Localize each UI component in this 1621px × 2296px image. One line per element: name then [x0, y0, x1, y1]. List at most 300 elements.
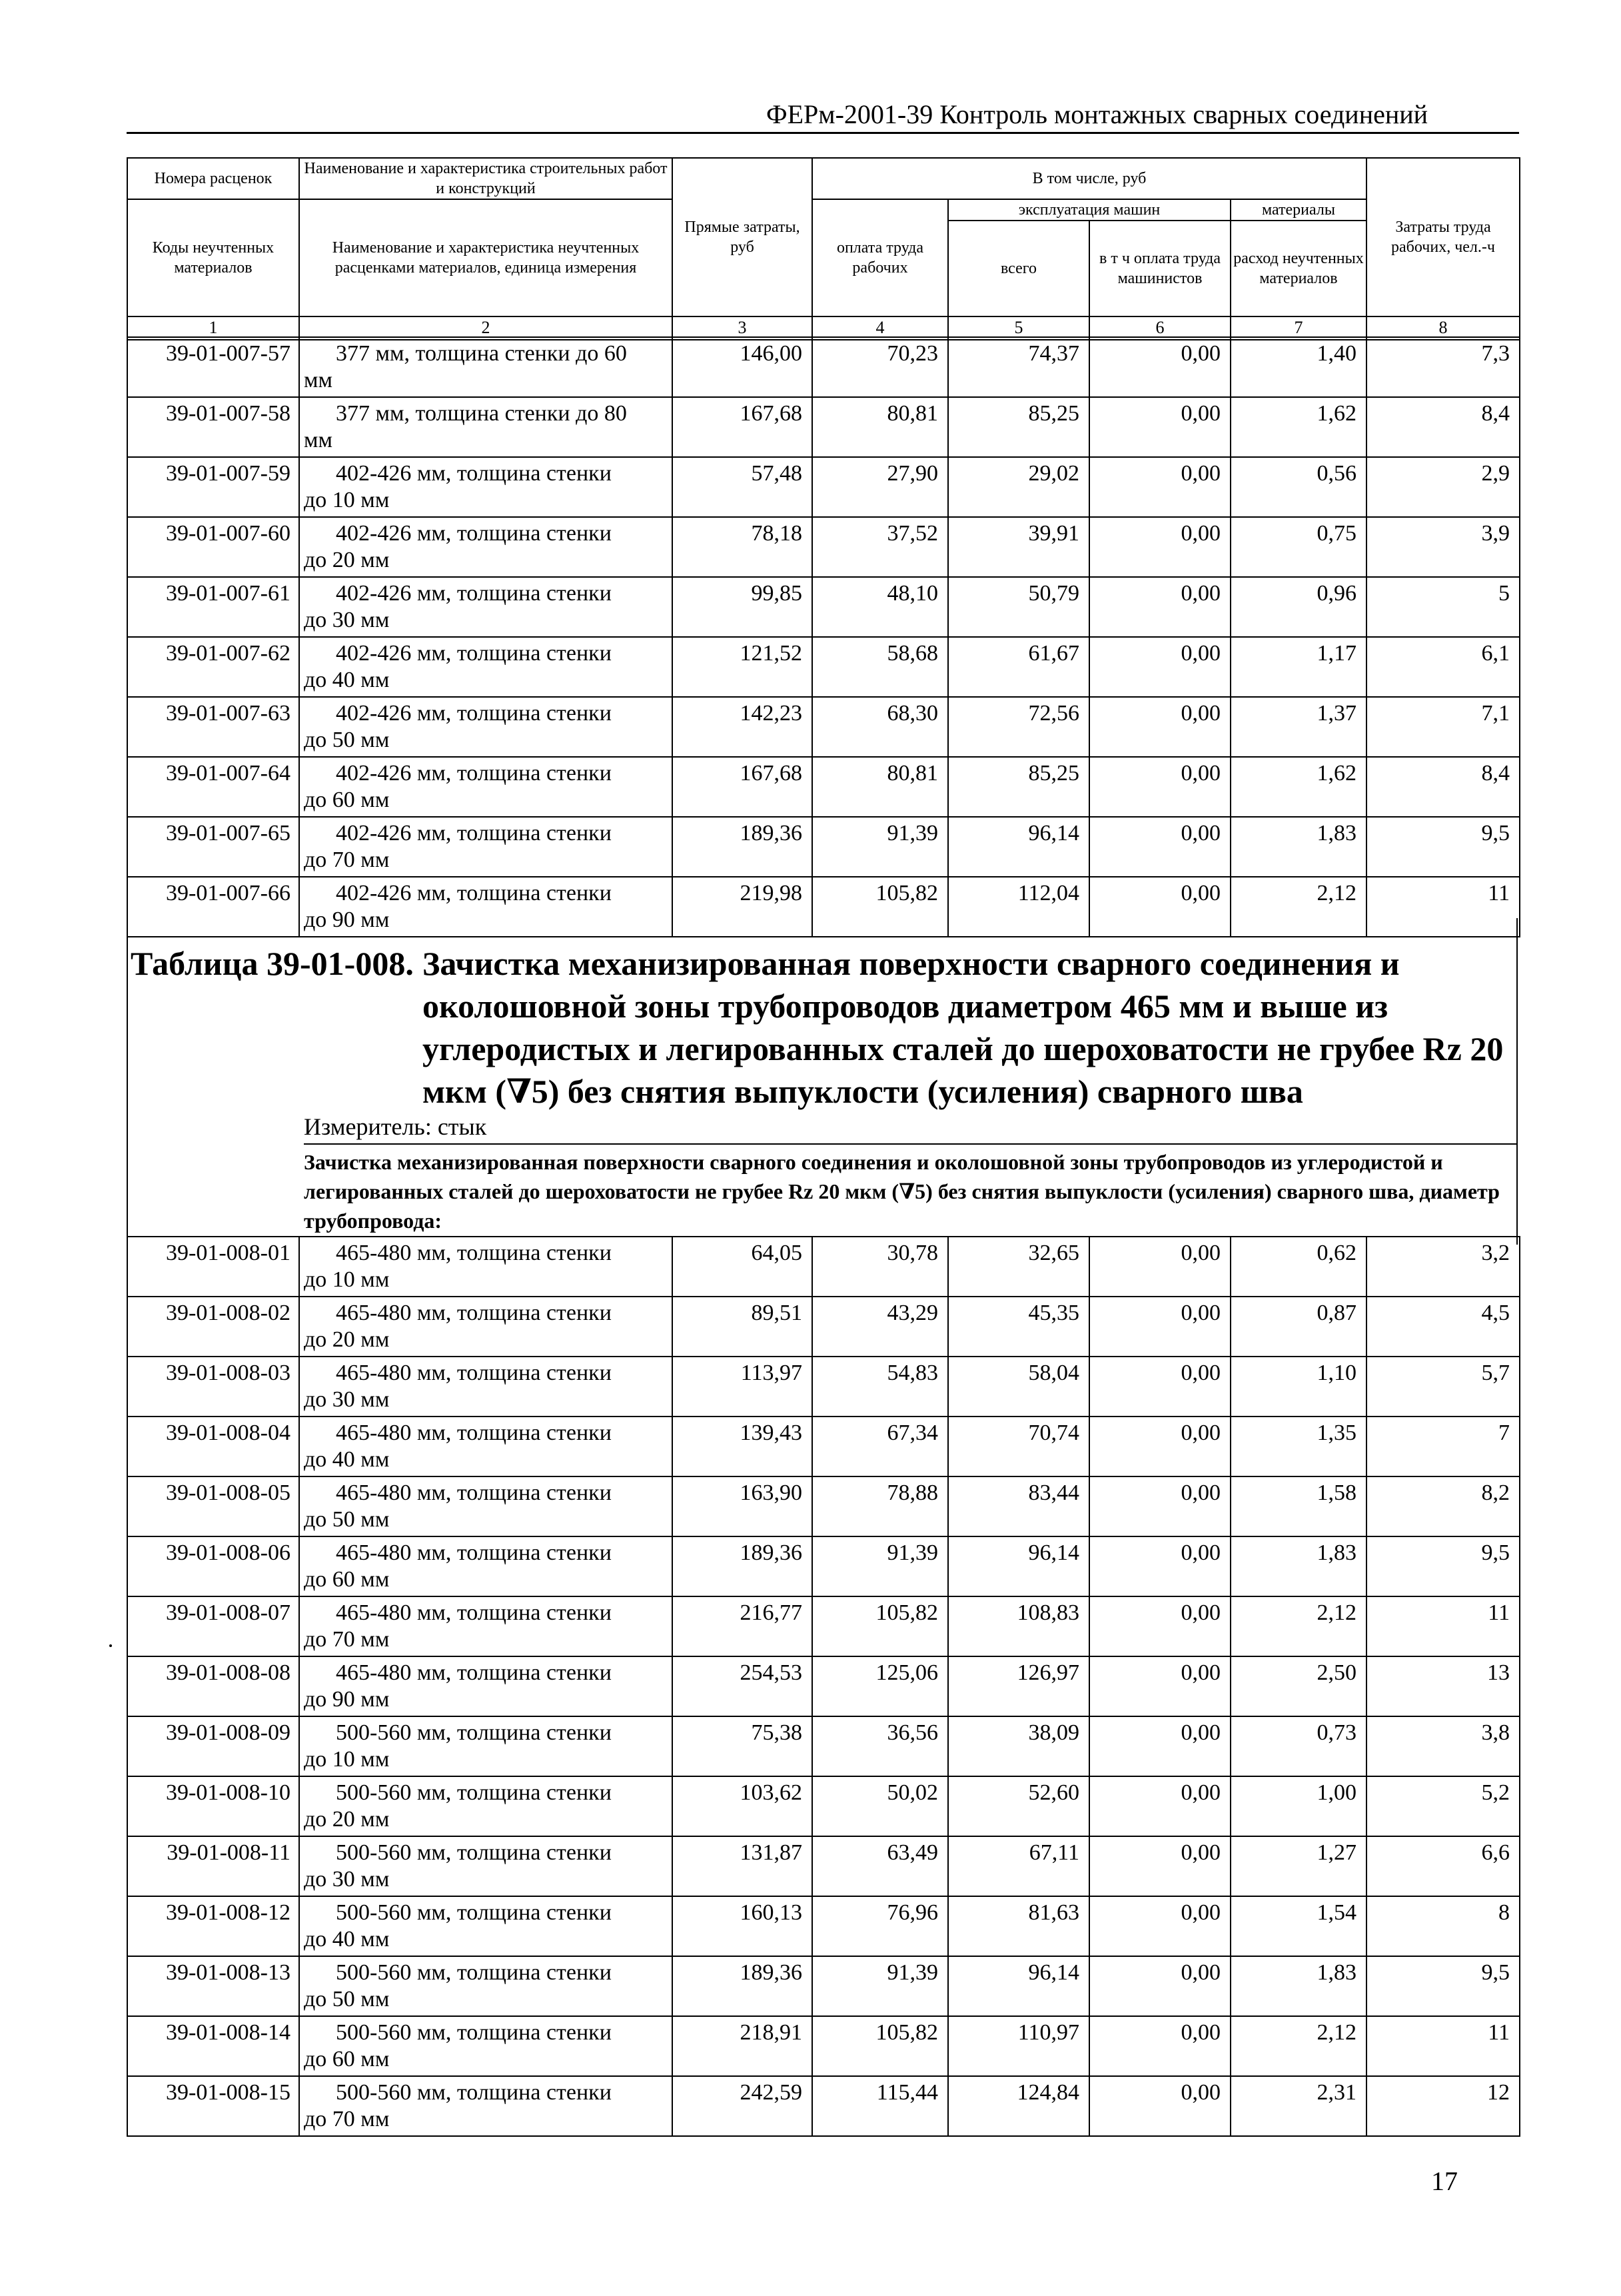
materials-value: 1,83 [1231, 817, 1366, 877]
work-description [299, 2016, 672, 2076]
head-machines-total: всего [948, 221, 1089, 316]
work-description-line: 402-426 мм, толщина стенки [336, 761, 612, 786]
table-row [127, 1536, 1520, 1596]
work-description-line: 500-560 мм, толщина стенки [336, 1960, 612, 1985]
work-description-line: до 60 мм [304, 788, 390, 812]
machinist-wage-value: 0,00 [1089, 397, 1231, 457]
rate-code: 39-01-007-62 [127, 637, 299, 697]
work-description-line: 465-480 мм, толщина стенки [336, 1361, 612, 1385]
machines-total-value: 32,65 [948, 1237, 1089, 1297]
work-description-line: до 20 мм [304, 1807, 390, 1832]
materials-value: 1,83 [1231, 1956, 1366, 2016]
direct-costs-value: 99,85 [672, 577, 812, 637]
direct-costs-value: 142,23 [672, 697, 812, 757]
machines-total-value: 58,04 [948, 1357, 1089, 1417]
materials-value: 1,27 [1231, 1836, 1366, 1896]
direct-costs-value: 75,38 [672, 1716, 812, 1776]
table-row [127, 517, 1520, 577]
labor-costs-value: 6,6 [1366, 1836, 1520, 1896]
head-direct-costs: Прямые затраты, руб [672, 158, 812, 316]
table-row [127, 1357, 1520, 1417]
rates-table-007 [127, 336, 1520, 937]
work-description [299, 1237, 672, 1297]
labor-costs-value: 4,5 [1366, 1297, 1520, 1357]
work-description-line: до 90 мм [304, 907, 390, 932]
direct-costs-value: 254,53 [672, 1656, 812, 1716]
work-description-line: 465-480 мм, толщина стенки [336, 1421, 612, 1445]
page-number: 17 [1431, 2166, 1458, 2196]
materials-value: 1,83 [1231, 1536, 1366, 1596]
machines-total-value: 39,91 [948, 517, 1089, 577]
labor-costs-value: 3,9 [1366, 517, 1520, 577]
work-description [299, 1297, 672, 1357]
scan-speck [109, 1644, 112, 1647]
rate-code: 39-01-008-02 [127, 1297, 299, 1357]
labor-costs-value: 8,2 [1366, 1476, 1520, 1536]
head-materials: материалы [1231, 199, 1366, 221]
table-row [127, 817, 1520, 877]
labor-costs-value: 9,5 [1366, 817, 1520, 877]
materials-value: 2,12 [1231, 2016, 1366, 2076]
direct-costs-value: 189,36 [672, 1956, 812, 2016]
labor-costs-value: 6,1 [1366, 637, 1520, 697]
work-description [299, 337, 672, 397]
machines-total-value: 50,79 [948, 577, 1089, 637]
direct-costs-value: 131,87 [672, 1836, 812, 1896]
rate-code: 39-01-008-04 [127, 1417, 299, 1476]
column-number: 4 [812, 316, 948, 340]
direct-costs-value: 216,77 [672, 1596, 812, 1656]
worker-wage-value: 54,83 [812, 1357, 948, 1417]
labor-costs-value: 11 [1366, 2016, 1520, 2076]
machinist-wage-value: 0,00 [1089, 517, 1231, 577]
machinist-wage-value: 0,00 [1089, 1237, 1231, 1297]
work-description [299, 1357, 672, 1417]
work-description-line: 465-480 мм, толщина стенки [336, 1241, 612, 1265]
materials-value: 1,37 [1231, 697, 1366, 757]
direct-costs-value: 167,68 [672, 757, 812, 817]
table-row [127, 1836, 1520, 1896]
work-description [299, 1536, 672, 1596]
table-row [127, 1596, 1520, 1656]
machinist-wage-value: 0,00 [1089, 2076, 1231, 2136]
head-machines: эксплуатация машин [948, 199, 1231, 221]
worker-wage-value: 105,82 [812, 2016, 948, 2076]
table-row [127, 637, 1520, 697]
work-description [299, 577, 672, 637]
rate-code: 39-01-007-63 [127, 697, 299, 757]
work-description [299, 817, 672, 877]
column-number: 8 [1366, 316, 1520, 340]
materials-value: 2,12 [1231, 877, 1366, 937]
worker-wage-value: 91,39 [812, 1956, 948, 2016]
worker-wage-value: 37,52 [812, 517, 948, 577]
machines-total-value: 96,14 [948, 1536, 1089, 1596]
worker-wage-value: 80,81 [812, 397, 948, 457]
measure-unit: Измеритель: стык [304, 1113, 487, 1140]
work-description-line: 377 мм, толщина стенки до 60 [336, 341, 627, 366]
work-description-line: 402-426 мм, толщина стенки [336, 701, 612, 726]
head-machines-wage: в т ч оплата труда машинистов [1089, 221, 1231, 316]
table-row [127, 1476, 1520, 1536]
table-title-number: Таблица 39-01-008. [131, 945, 414, 982]
direct-costs-value: 218,91 [672, 2016, 812, 2076]
machinist-wage-value: 0,00 [1089, 637, 1231, 697]
work-description [299, 1716, 672, 1776]
machinist-wage-value: 0,00 [1089, 1956, 1231, 2016]
machinist-wage-value: 0,00 [1089, 577, 1231, 637]
rate-code: 39-01-008-09 [127, 1716, 299, 1776]
materials-value: 1,58 [1231, 1476, 1366, 1536]
labor-costs-value: 9,5 [1366, 1956, 1520, 2016]
direct-costs-value: 160,13 [672, 1896, 812, 1956]
labor-costs-value: 11 [1366, 877, 1520, 937]
rate-code: 39-01-008-03 [127, 1357, 299, 1417]
work-description [299, 1836, 672, 1896]
table-row [127, 697, 1520, 757]
machinist-wage-value: 0,00 [1089, 1536, 1231, 1596]
work-description [299, 1776, 672, 1836]
labor-costs-value: 8,4 [1366, 397, 1520, 457]
work-description-line: 402-426 мм, толщина стенки [336, 461, 612, 486]
materials-value: 2,12 [1231, 1596, 1366, 1656]
table-row [127, 2016, 1520, 2076]
rate-code: 39-01-008-13 [127, 1956, 299, 2016]
table-row [127, 337, 1520, 397]
machinist-wage-value: 0,00 [1089, 1656, 1231, 1716]
work-description-line: 377 мм, толщина стенки до 80 [336, 401, 627, 426]
rate-code: 39-01-008-10 [127, 1776, 299, 1836]
machinist-wage-value: 0,00 [1089, 1297, 1231, 1357]
work-description-line: 465-480 мм, толщина стенки [336, 1600, 612, 1625]
worker-wage-value: 80,81 [812, 757, 948, 817]
direct-costs-value: 103,62 [672, 1776, 812, 1836]
worker-wage-value: 27,90 [812, 457, 948, 517]
work-description [299, 1956, 672, 2016]
work-description-line: до 60 мм [304, 1567, 390, 1592]
work-description-line: мм [304, 428, 333, 452]
worker-wage-value: 50,02 [812, 1776, 948, 1836]
table-row [127, 1896, 1520, 1956]
direct-costs-value: 89,51 [672, 1297, 812, 1357]
rate-code: 39-01-007-64 [127, 757, 299, 817]
work-description-line: до 40 мм [304, 668, 390, 692]
materials-value: 1,35 [1231, 1417, 1366, 1476]
work-description-line: до 10 мм [304, 1747, 390, 1772]
worker-wage-value: 43,29 [812, 1297, 948, 1357]
rate-code: 39-01-007-59 [127, 457, 299, 517]
worker-wage-value: 68,30 [812, 697, 948, 757]
direct-costs-value: 121,52 [672, 637, 812, 697]
machinist-wage-value: 0,00 [1089, 817, 1231, 877]
work-description-line: 500-560 мм, толщина стенки [336, 1840, 612, 1865]
worker-wage-value: 91,39 [812, 1536, 948, 1596]
table-row [127, 1417, 1520, 1476]
table-row [127, 2076, 1520, 2136]
machines-total-value: 83,44 [948, 1476, 1089, 1536]
column-number: 1 [127, 316, 299, 340]
machines-total-value: 72,56 [948, 697, 1089, 757]
rate-code: 39-01-007-66 [127, 877, 299, 937]
worker-wage-value: 76,96 [812, 1896, 948, 1956]
head-including: В том числе, руб [812, 158, 1366, 199]
direct-costs-value: 163,90 [672, 1476, 812, 1536]
machines-total-value: 81,63 [948, 1896, 1089, 1956]
table-head [127, 157, 1520, 340]
machinist-wage-value: 0,00 [1089, 1357, 1231, 1417]
column-number: 5 [948, 316, 1089, 340]
labor-costs-value: 2,9 [1366, 457, 1520, 517]
work-description-line: 465-480 мм, толщина стенки [336, 1660, 612, 1685]
work-description-line: до 20 мм [304, 548, 390, 572]
work-description-line: 500-560 мм, толщина стенки [336, 2020, 612, 2045]
materials-value: 1,62 [1231, 757, 1366, 817]
machinist-wage-value: 0,00 [1089, 1896, 1231, 1956]
machines-total-value: 52,60 [948, 1776, 1089, 1836]
labor-costs-value: 8,4 [1366, 757, 1520, 817]
worker-wage-value: 105,82 [812, 1596, 948, 1656]
machines-total-value: 74,37 [948, 337, 1089, 397]
materials-value: 0,96 [1231, 577, 1366, 637]
direct-costs-value: 139,43 [672, 1417, 812, 1476]
materials-value: 1,17 [1231, 637, 1366, 697]
materials-value: 0,75 [1231, 517, 1366, 577]
work-description-line: до 90 мм [304, 1687, 390, 1712]
labor-costs-value: 8 [1366, 1896, 1520, 1956]
running-header: ФЕРм-2001-39 Контроль монтажных сварных соединений [766, 99, 1428, 129]
head-worker-wage: оплата труда рабочих [812, 199, 948, 316]
table-row [127, 757, 1520, 817]
work-description-line: 402-426 мм, толщина стенки [336, 521, 612, 546]
worker-wage-value: 48,10 [812, 577, 948, 637]
materials-value: 0,56 [1231, 457, 1366, 517]
work-description-line: 500-560 мм, толщина стенки [336, 2080, 612, 2105]
work-description-line: 500-560 мм, толщина стенки [336, 1720, 612, 1745]
work-description-line: 500-560 мм, толщина стенки [336, 1900, 612, 1925]
head-labor-costs: Затраты труда рабочих, чел.-ч [1366, 158, 1520, 316]
machines-total-value: 29,02 [948, 457, 1089, 517]
head-materials-use: расход неучтенных материалов [1231, 221, 1366, 316]
column-number: 3 [672, 316, 812, 340]
machinist-wage-value: 0,00 [1089, 2016, 1231, 2076]
table-row [127, 1956, 1520, 2016]
rate-code: 39-01-008-12 [127, 1896, 299, 1956]
machines-total-value: 45,35 [948, 1297, 1089, 1357]
machines-total-value: 96,14 [948, 1956, 1089, 2016]
worker-wage-value: 115,44 [812, 2076, 948, 2136]
worker-wage-value: 67,34 [812, 1417, 948, 1476]
materials-value: 0,73 [1231, 1716, 1366, 1776]
rate-code: 39-01-007-61 [127, 577, 299, 637]
rate-code: 39-01-007-58 [127, 397, 299, 457]
labor-costs-value: 11 [1366, 1596, 1520, 1656]
work-description [299, 1596, 672, 1656]
machines-total-value: 38,09 [948, 1716, 1089, 1776]
work-description-line: до 70 мм [304, 1627, 390, 1652]
machines-total-value: 96,14 [948, 817, 1089, 877]
rate-code: 39-01-007-65 [127, 817, 299, 877]
worker-wage-value: 78,88 [812, 1476, 948, 1536]
rate-code: 39-01-007-60 [127, 517, 299, 577]
work-description [299, 1476, 672, 1536]
table-row [127, 1237, 1520, 1297]
work-description [299, 1896, 672, 1956]
machines-total-value: 85,25 [948, 397, 1089, 457]
machines-total-value: 85,25 [948, 757, 1089, 817]
machinist-wage-value: 0,00 [1089, 1716, 1231, 1776]
rate-code: 39-01-008-08 [127, 1656, 299, 1716]
work-description-line: 500-560 мм, толщина стенки [336, 1780, 612, 1805]
machinist-wage-value: 0,00 [1089, 457, 1231, 517]
rate-code: 39-01-007-57 [127, 337, 299, 397]
work-description-line: 465-480 мм, толщина стенки [336, 1540, 612, 1565]
materials-value: 0,62 [1231, 1237, 1366, 1297]
machines-total-value: 124,84 [948, 2076, 1089, 2136]
column-number: 6 [1089, 316, 1231, 340]
table-row [127, 1656, 1520, 1716]
work-description-line: до 50 мм [304, 1507, 390, 1532]
work-description-line: до 30 мм [304, 1867, 390, 1892]
direct-costs-value: 242,59 [672, 2076, 812, 2136]
work-description-line: до 50 мм [304, 728, 390, 752]
worker-wage-value: 70,23 [812, 337, 948, 397]
labor-costs-value: 9,5 [1366, 1536, 1520, 1596]
direct-costs-value: 189,36 [672, 1536, 812, 1596]
work-description-line: 402-426 мм, толщина стенки [336, 641, 612, 666]
machines-total-value: 108,83 [948, 1596, 1089, 1656]
rate-code: 39-01-008-01 [127, 1237, 299, 1297]
work-description-line: до 10 мм [304, 1267, 390, 1292]
work-description [299, 397, 672, 457]
work-description [299, 697, 672, 757]
worker-wage-value: 58,68 [812, 637, 948, 697]
machinist-wage-value: 0,00 [1089, 697, 1231, 757]
work-description-line: до 50 мм [304, 1987, 390, 2011]
work-description-line: до 70 мм [304, 848, 390, 872]
rate-code: 39-01-008-05 [127, 1476, 299, 1536]
machinist-wage-value: 0,00 [1089, 337, 1231, 397]
work-description [299, 757, 672, 817]
materials-value: 1,00 [1231, 1776, 1366, 1836]
work-description-line: 402-426 мм, толщина стенки [336, 881, 612, 905]
worker-wage-value: 36,56 [812, 1716, 948, 1776]
machines-total-value: 70,74 [948, 1417, 1089, 1476]
labor-costs-value: 3,8 [1366, 1716, 1520, 1776]
work-description [299, 517, 672, 577]
direct-costs-value: 113,97 [672, 1357, 812, 1417]
materials-value: 1,54 [1231, 1896, 1366, 1956]
rate-code: 39-01-008-07 [127, 1596, 299, 1656]
column-number: 2 [299, 316, 672, 340]
machines-total-value: 61,67 [948, 637, 1089, 697]
head-name-top: Наименование и характеристика строительных работ и конструкций [299, 158, 672, 199]
labor-costs-value: 5,7 [1366, 1357, 1520, 1417]
work-description [299, 637, 672, 697]
labor-costs-value: 3,2 [1366, 1237, 1520, 1297]
work-description-line: мм [304, 368, 333, 392]
table-title-text: Зачистка механизированная поверхности сварного соединения и околошовной зоны трубопроводов диаметром 465 мм и выше из углеродистых и легированных сталей до шероховатости не грубее Rz 20 мкм (∇5) без снятия выпуклости (усиления) сварного шва [422, 945, 1504, 1110]
materials-value: 1,62 [1231, 397, 1366, 457]
work-description-line: до 40 мм [304, 1927, 390, 1952]
work-description-line: до 20 мм [304, 1327, 390, 1352]
table-row [127, 577, 1520, 637]
machines-total-value: 126,97 [948, 1656, 1089, 1716]
direct-costs-value: 64,05 [672, 1237, 812, 1297]
direct-costs-value: 57,48 [672, 457, 812, 517]
machines-total-value: 112,04 [948, 877, 1089, 937]
head-codes-top: Номера расценок [127, 158, 299, 199]
materials-value: 2,50 [1231, 1656, 1366, 1716]
labor-costs-value: 7,3 [1366, 337, 1520, 397]
table-title [131, 942, 1510, 1113]
worker-wage-value: 63,49 [812, 1836, 948, 1896]
materials-value: 1,10 [1231, 1357, 1366, 1417]
worker-wage-value: 105,82 [812, 877, 948, 937]
machinist-wage-value: 0,00 [1089, 1417, 1231, 1476]
work-description-line: до 10 мм [304, 488, 390, 512]
materials-value: 0,87 [1231, 1297, 1366, 1357]
table-row [127, 1297, 1520, 1357]
machinist-wage-value: 0,00 [1089, 1776, 1231, 1836]
header-rule [127, 132, 1519, 134]
head-codes-bottom: Коды неучтенных материалов [127, 199, 299, 316]
machinist-wage-value: 0,00 [1089, 877, 1231, 937]
machines-total-value: 110,97 [948, 2016, 1089, 2076]
column-number: 7 [1231, 316, 1366, 340]
rate-code: 39-01-008-06 [127, 1536, 299, 1596]
table-row [127, 397, 1520, 457]
labor-costs-value: 5 [1366, 577, 1520, 637]
table-row [127, 1776, 1520, 1836]
machinist-wage-value: 0,00 [1089, 1476, 1231, 1536]
labor-costs-value: 7 [1366, 1417, 1520, 1476]
direct-costs-value: 146,00 [672, 337, 812, 397]
direct-costs-value: 78,18 [672, 517, 812, 577]
head-name-bottom: Наименование и характеристика неучтенных расценками материалов, единица измерения [299, 199, 672, 316]
table-row [127, 457, 1520, 517]
direct-costs-value: 189,36 [672, 817, 812, 877]
rate-code: 39-01-008-14 [127, 2016, 299, 2076]
work-description-line: до 30 мм [304, 1387, 390, 1412]
machinist-wage-value: 0,00 [1089, 1836, 1231, 1896]
work-description-line: 465-480 мм, толщина стенки [336, 1480, 612, 1505]
table-row [127, 1716, 1520, 1776]
measure-rule [304, 1143, 1518, 1145]
materials-value: 1,40 [1231, 337, 1366, 397]
worker-wage-value: 91,39 [812, 817, 948, 877]
work-description [299, 1417, 672, 1476]
rate-code: 39-01-008-15 [127, 2076, 299, 2136]
work-description-line: 465-480 мм, толщина стенки [336, 1301, 612, 1325]
direct-costs-value: 219,98 [672, 877, 812, 937]
rates-table-008 [127, 1236, 1520, 2137]
work-description-line: до 70 мм [304, 2107, 390, 2131]
materials-value: 2,31 [1231, 2076, 1366, 2136]
machinist-wage-value: 0,00 [1089, 757, 1231, 817]
rate-code: 39-01-008-11 [127, 1836, 299, 1896]
work-description-line: до 60 мм [304, 2047, 390, 2071]
labor-costs-value: 13 [1366, 1656, 1520, 1716]
direct-costs-value: 167,68 [672, 397, 812, 457]
section-subtitle: Зачистка механизированная поверхности сварного соединения и околошовной зоны трубопроводов из углеродистой и легированных сталей до шероховатости не грубее Rz 20 мкм (∇5) без снятия выпуклости (усиления) сварного шва, диаметр трубопровода: [304, 1150, 1500, 1233]
work-description [299, 1656, 672, 1716]
work-description-line: 402-426 мм, толщина стенки [336, 581, 612, 606]
work-description [299, 2076, 672, 2136]
machines-total-value: 67,11 [948, 1836, 1089, 1896]
work-description [299, 457, 672, 517]
labor-costs-value: 7,1 [1366, 697, 1520, 757]
labor-costs-value: 12 [1366, 2076, 1520, 2136]
